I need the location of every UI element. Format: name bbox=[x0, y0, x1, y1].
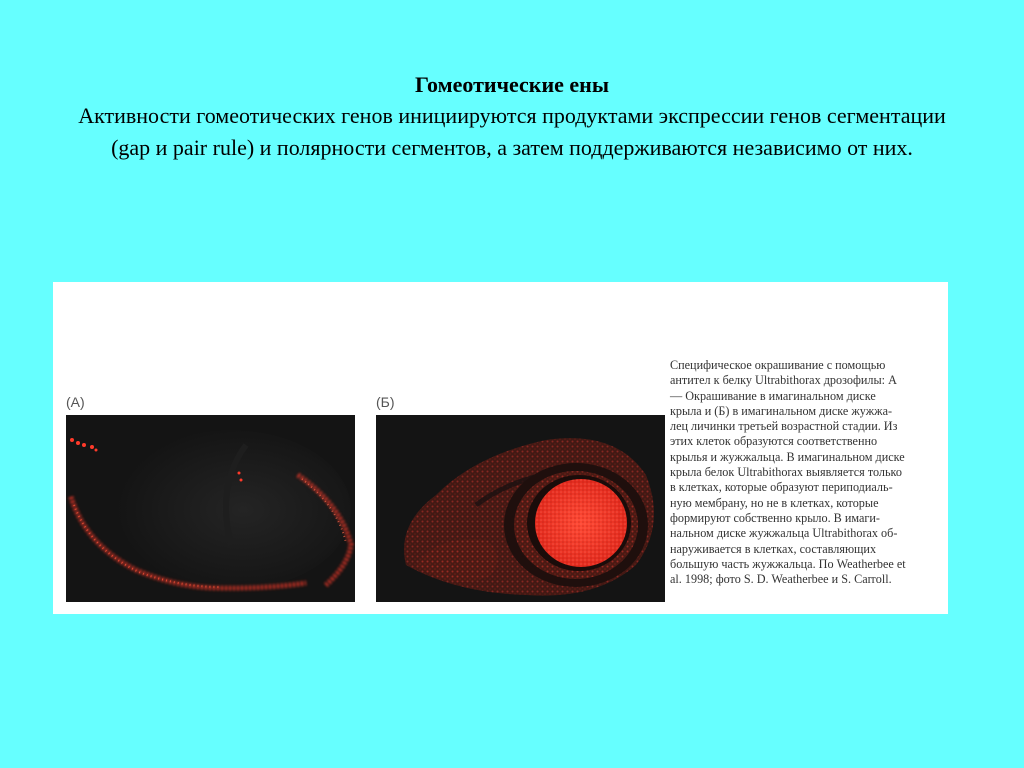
micrograph-haltere-disc bbox=[376, 415, 665, 602]
panel-a-label: (A) bbox=[66, 394, 85, 410]
micrograph-wing-disc bbox=[66, 415, 355, 602]
slide-body-text: Активности гомеотических генов инициируются продуктами экспрессии генов сегментации (gap и pair rule) и полярности сегментов, а затем поддерживаются независимо от них. bbox=[78, 103, 946, 160]
panel-b-label: (Б) bbox=[376, 394, 395, 410]
wing-disc-image bbox=[66, 415, 355, 602]
slide-title: Гомеотические ены bbox=[414, 72, 610, 97]
figure-panel bbox=[53, 282, 948, 614]
haltere-disc-image bbox=[376, 415, 665, 602]
figure-caption: Специфическое окрашивание с помощью антител к белку Ultrabithorax дрозофилы: А — Окрашивание в имагинальном диске крыла и (Б) в имагинальном диске жужжа- лец личинки третьей возрастной стадии. Из этих клеток образуются соответственно крылья и жужжальца. В имагинальном диске крыла белок Ultrabithorax выявляется только в клетках, которые образуют периподиаль- ную мембрану, но не в клетках, которые формируют собственно крыло. В имаги- нальном диске жужжальца Ultrabithorax об- наруживается в клетках, составляющих большую часть жужжальца. По Weatherbee et al. 1998; фото S. D. Weatherbee и S. Carroll. bbox=[670, 358, 906, 587]
slide-heading bbox=[60, 70, 964, 164]
